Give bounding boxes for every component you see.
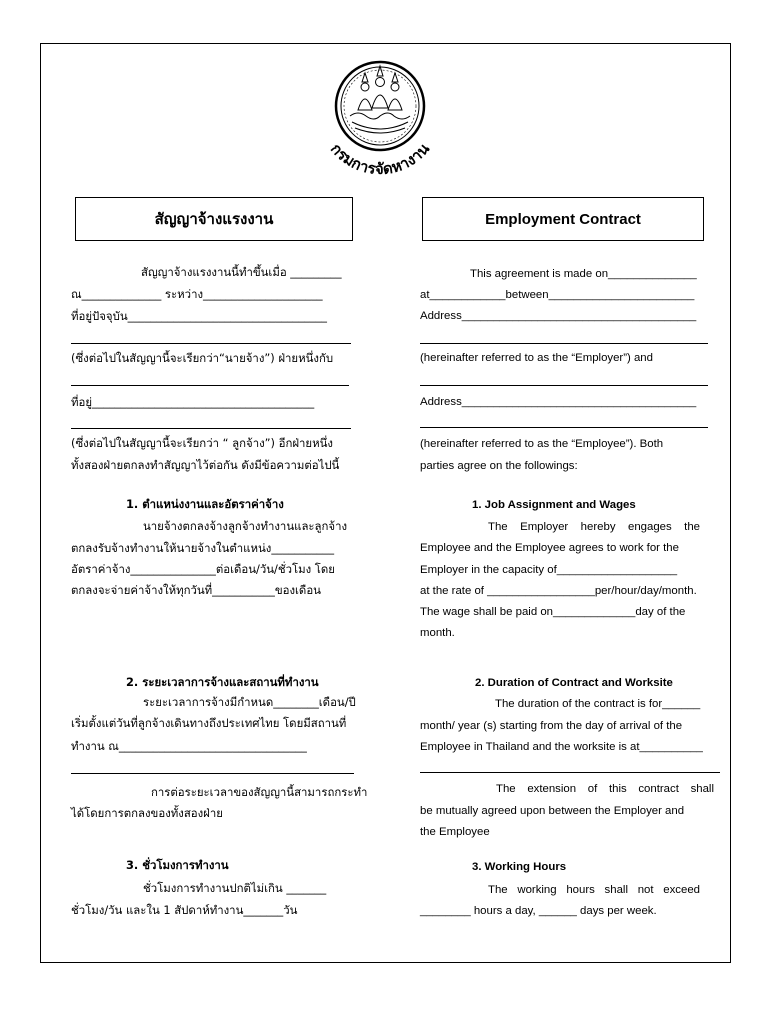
thai-line: ที่อยู่ปัจจุบัน___________________________________ (71, 309, 327, 323)
blank-line (71, 343, 351, 344)
english-line: Employee and the Employee agrees to work for the (420, 542, 679, 554)
english-line: The Employer hereby engages the (488, 521, 700, 533)
english-line: Employee in Thailand and the worksite is at__________ (420, 741, 703, 753)
seal-emblem (336, 62, 424, 150)
thai-line: ตกลงรับจ้างทำงานให้นายจ้างในตำแหน่ง___________ (71, 541, 335, 555)
english-line: parties agree on the followings: (420, 460, 578, 472)
blank-line (420, 772, 720, 773)
thai-section2-heading: 2. ระยะเวลาการจ้างและสถานที่ทำงาน (126, 675, 319, 689)
english-line: The working hours shall not exceed (488, 884, 700, 896)
thai-line: ได้โดยการตกลงของทั้งสองฝ่าย (71, 806, 223, 820)
thai-line: ทั้งสองฝ่ายตกลงทำสัญญาไว้ต่อกัน ดังมีข้อความต่อไปนี้ (71, 458, 340, 472)
english-title: Employment Contract (422, 197, 704, 241)
english-line: The wage shall be paid on_____________day of the (420, 606, 686, 618)
english-line: at____________between_______________________ (420, 289, 695, 301)
thai-section1-heading: 1. ตำแหน่งงานและอัตราค่าจ้าง (126, 497, 284, 511)
thai-line: เริ่มตั้งแต่วันที่ลูกจ้างเดินทางถึงประเทศไทย โดยมีสถานที่ (71, 716, 347, 730)
thai-section3-heading: 3. ชั่วโมงการทำงาน (126, 858, 229, 872)
thai-line: ชั่วโมงการทำงานปกติไม่เกิน _______ (143, 881, 327, 895)
blank-line (71, 773, 354, 774)
thai-line: ชั่วโมง/วัน และใน 1 สัปดาห์ทำงาน_______วัน (71, 903, 298, 917)
english-line: Employer in the capacity of___________________ (420, 564, 678, 576)
english-section1-heading: 1. Job Assignment and Wages (472, 499, 636, 511)
english-line: Address_____________________________________ (420, 396, 697, 408)
english-line: be mutually agreed upon between the Employer and (420, 805, 685, 817)
english-line: at the rate of _________________per/hour/day/month. (420, 585, 697, 597)
thai-line: ตกลงจะจ่ายค่าจ้างให้ทุกวันที่___________ของเดือน (71, 583, 321, 597)
thai-line: สัญญาจ้างแรงงานนี้ทำขึ้นเมื่อ _________ (141, 265, 342, 279)
english-line: month/ year (s) starting from the day of arrival of the (420, 720, 683, 732)
thai-line: ทำงาน ณ_________________________________ (71, 739, 307, 753)
department-seal (300, 52, 460, 187)
thai-line: อัตราค่าจ้าง_______________ต่อเดือน/วัน/ชั่วโมง โดย (71, 562, 335, 576)
english-line: The extension of this contract shall (496, 783, 714, 795)
thai-line: (ซึ่งต่อไปในสัญญานี้จะเรียกว่า“นายจ้าง”) ฝ่ายหนึ่งกับ (71, 351, 334, 365)
blank-line (420, 385, 708, 386)
seal-text: กรมการจัดหางาน (327, 139, 433, 179)
thai-line: การต่อระยะเวลาของสัญญานี้สามารถกระทำ (151, 785, 368, 799)
english-line: (hereinafter referred to as the “Employee”). Both (420, 438, 664, 450)
english-line: (hereinafter referred to as the “Employer”) and (420, 352, 653, 364)
english-line: The duration of the contract is for______ (495, 698, 701, 710)
thai-title: สัญญาจ้างแรงงาน (75, 197, 353, 241)
thai-line: ณ______________ ระหว่าง_____________________ (71, 287, 323, 301)
english-line: ________ hours a day, ______ days per week. (420, 905, 657, 917)
english-line: the Employee (420, 826, 490, 838)
blank-line (420, 427, 708, 428)
blank-line (420, 343, 708, 344)
blank-line (71, 428, 351, 429)
blank-line (71, 385, 349, 386)
english-section2-heading: 2. Duration of Contract and Worksite (475, 677, 673, 689)
english-line: This agreement is made on______________ (470, 268, 697, 280)
thai-line: นายจ้างตกลงจ้างลูกจ้างทำงานและลูกจ้าง (143, 519, 348, 533)
english-section3-heading: 3. Working Hours (472, 861, 567, 873)
thai-line: ระยะเวลาการจ้างมีกำหนด________เดือน/ปี (143, 695, 356, 709)
english-line: Address_____________________________________ (420, 310, 697, 322)
thai-line: (ซึ่งต่อไปในสัญญานี้จะเรียกว่า “ ลูกจ้าง”) อีกฝ่ายหนึ่ง (71, 436, 333, 450)
thai-line: ที่อยู่_______________________________________ (71, 395, 315, 409)
english-line: month. (420, 627, 455, 639)
